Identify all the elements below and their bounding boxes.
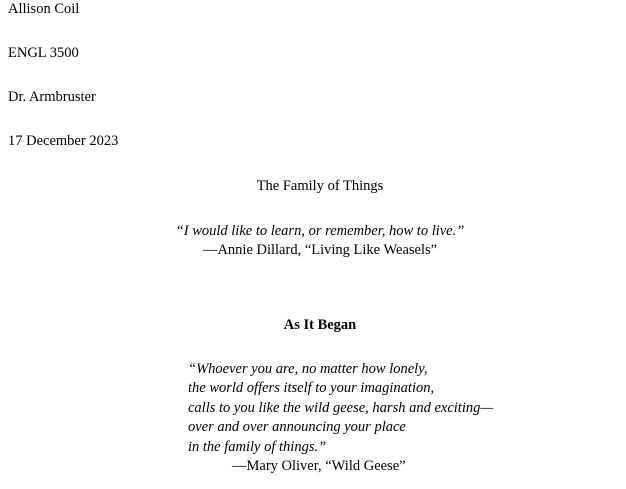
essay-title: The Family of Things (256, 178, 384, 194)
submission-date: 17 December 2023 (8, 133, 119, 149)
poem-line: calls to you like the wild geese, harsh and exciting— (188, 400, 494, 416)
student-name: Allison Coil (8, 1, 80, 17)
course-name: ENGL 3500 (8, 45, 79, 61)
section-heading: As It Began (283, 317, 357, 333)
epigraph-quote: “I would like to learn, or remember, how to live.” (175, 223, 465, 239)
poem-line: over and over announcing your place (188, 419, 406, 435)
epigraph-attribution: —Annie Dillard, “Living Like Weasels” (202, 242, 438, 258)
instructor-name: Dr. Armbruster (8, 89, 96, 105)
poem-line: the world offers itself to your imagination, (188, 380, 435, 396)
poem-line: “Whoever you are, no matter how lonely, (188, 361, 428, 377)
poem-line: in the family of things.” (188, 439, 327, 455)
poem-attribution: —Mary Oliver, “Wild Geese” (232, 458, 406, 474)
